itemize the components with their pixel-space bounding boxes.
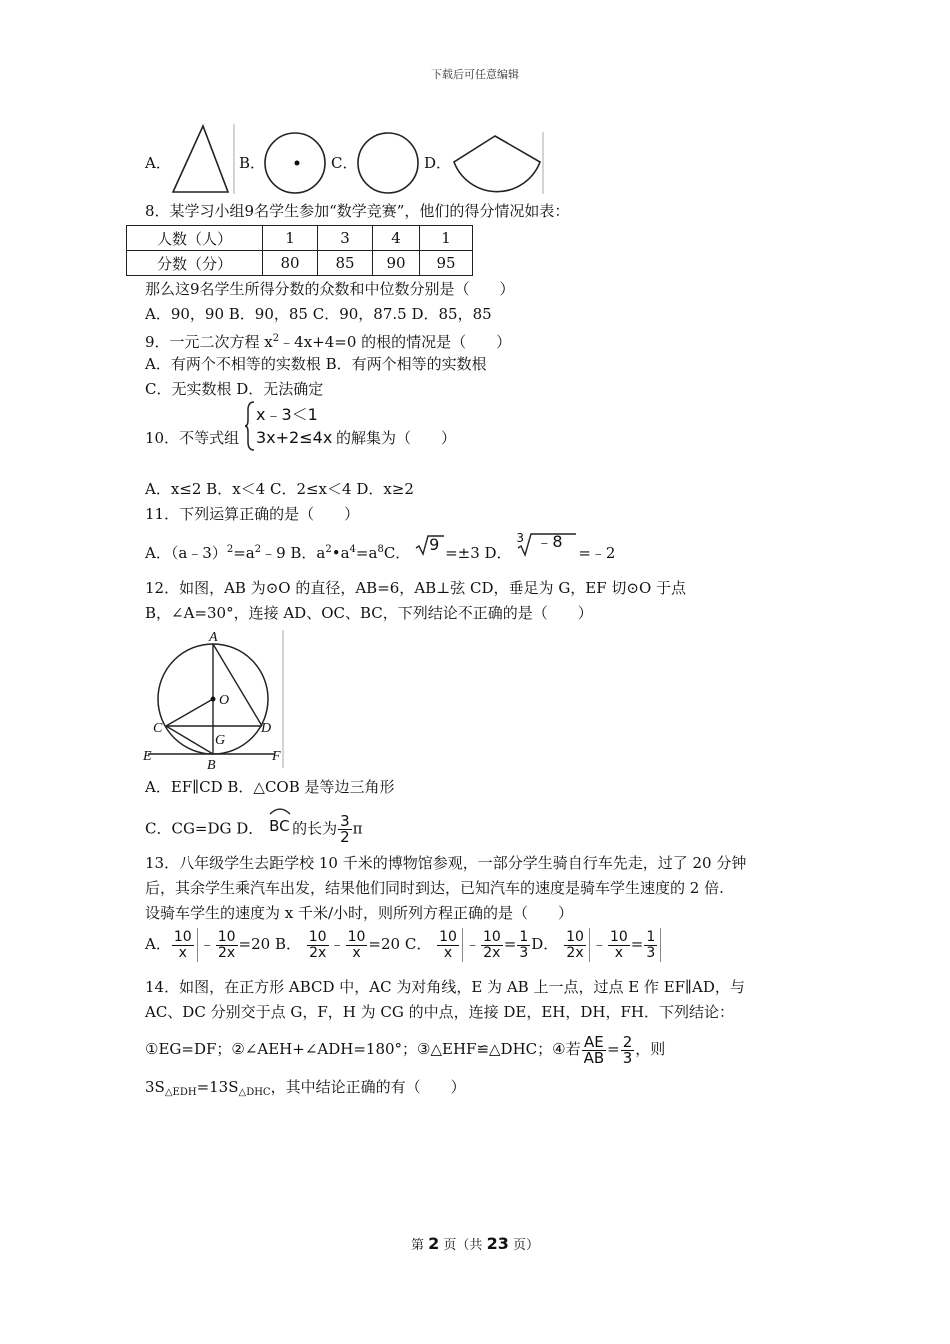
- sector-figure: [450, 130, 546, 198]
- q11-stem: 11．下列运算正确的是（ ）: [145, 505, 360, 523]
- inequality-system: [244, 400, 336, 452]
- total-page-count: 23: [486, 1234, 509, 1253]
- option-label: D．: [531, 935, 559, 953]
- q10-suffix: 的解集为（ ）: [336, 429, 457, 447]
- q7-option-d-label: D．: [424, 154, 452, 172]
- q11-option-text: C．: [383, 544, 411, 562]
- q12-options-line2: [145, 814, 363, 845]
- point-label-o: O: [219, 693, 230, 708]
- q12-options-line1: A．EF∥CD B．△COB 是等边三角形: [145, 778, 395, 796]
- circle-with-center-figure: [262, 128, 328, 196]
- fraction: [437, 930, 459, 961]
- table-cell: 1: [420, 226, 473, 251]
- q11-option-text: •a: [331, 544, 350, 562]
- q7-option-c-label: C．: [331, 154, 358, 172]
- point-label-g: G: [215, 733, 226, 748]
- arc-symbol-icon: [268, 806, 292, 816]
- q9-stem: [145, 329, 511, 352]
- exponent: 8: [377, 544, 384, 555]
- denominator: 2x: [218, 944, 236, 961]
- q12-option-text: 的长为: [292, 819, 338, 838]
- fraction-ae-ab: [582, 1032, 607, 1067]
- q12-stem-line2: B，∠A=30°，连接 AD、OC、BC，下列结论不正确的是（ ）: [145, 604, 593, 622]
- numerator: 3: [340, 812, 350, 830]
- footer-text: 页（共: [443, 1238, 483, 1253]
- q9-stem-text: ﹣4x+4=0 的根的情况是（ ）: [279, 333, 512, 351]
- square-root-9: [415, 535, 445, 560]
- denominator: 2x: [566, 944, 584, 961]
- q11-option-text: =a: [233, 544, 255, 562]
- option-text: =20 C．: [368, 935, 432, 953]
- page-header: 下载后可任意编辑: [431, 68, 519, 81]
- equals-sign: =: [607, 1040, 620, 1058]
- numerator: 10: [347, 928, 366, 945]
- denominator: AB: [583, 1048, 605, 1067]
- q13-stem-line1: 13．八年级学生去距学校 10 千米的博物馆参观，一部分学生骑自行车先走，过了 20 分钟: [145, 854, 747, 872]
- numerator: 1: [646, 928, 656, 945]
- equals-sign: =: [630, 935, 644, 953]
- table-cell: 95: [420, 251, 473, 276]
- numerator: 10: [566, 928, 584, 945]
- table-cell: 85: [318, 251, 373, 276]
- q9-exponent: 2: [272, 333, 280, 344]
- table-cell: 4: [373, 226, 420, 251]
- subscript: △DHC: [238, 1087, 271, 1098]
- pi-symbol: π: [352, 819, 363, 838]
- q12-stem-line1: 12．如图，AB 为⊙O 的直径，AB=6，AB⊥弦 CD，垂足为 G，EF 切⊙O 于点: [145, 579, 687, 597]
- inequality-1: x﹣3＜1: [256, 405, 318, 424]
- q8-question: 那么这9名学生所得分数的众数和中位数分别是（ ）: [145, 280, 515, 298]
- exponent: 4: [349, 544, 356, 555]
- inequality-2: 3x+2≤4x: [256, 428, 333, 447]
- arc-bc: [268, 814, 292, 834]
- q14-text: =13S: [196, 1078, 239, 1096]
- cube-root-neg8: [516, 531, 578, 560]
- q13-stem-line2: 后，其余学生乘汽车出发，结果他们同时到达，已知汽车的速度是骑车学生速度的 2 倍.: [145, 879, 724, 897]
- q14-text: 3S: [145, 1078, 165, 1096]
- left-brace-icon: [244, 400, 256, 452]
- exponent: 2: [325, 544, 332, 555]
- fraction-3-2: [338, 814, 352, 845]
- score-table: [126, 225, 473, 276]
- point-label-e: E: [143, 749, 152, 764]
- minus-sign: ﹣: [329, 935, 345, 953]
- radicand: 9: [429, 535, 440, 554]
- q13-options: [145, 924, 663, 964]
- table-cell: 3: [318, 226, 373, 251]
- point-label-a: A: [209, 630, 218, 645]
- option-text: =20 B．: [238, 935, 301, 953]
- numerator: 2: [622, 1032, 633, 1051]
- numerator: 10: [609, 928, 628, 945]
- separator: [660, 928, 661, 962]
- minus-sign: ﹣: [464, 935, 480, 953]
- q9-stem-text: 9．一元二次方程 x: [145, 333, 273, 351]
- footer-text: 页）: [512, 1238, 539, 1253]
- table-cell: 人数（人）: [127, 226, 263, 251]
- q14-stem-line3: [145, 1028, 665, 1070]
- fraction: [216, 930, 238, 961]
- q11-option-text: A．（a﹣3）: [145, 544, 227, 562]
- q8-options: A．90，90 B．90，85 C．90，87.5 D．85，85: [145, 305, 492, 323]
- numerator: 10: [482, 928, 501, 945]
- denominator: 2: [340, 828, 350, 846]
- denominator: 3: [646, 944, 656, 961]
- separator: [197, 928, 198, 962]
- q7-option-a-label: A．: [145, 154, 171, 172]
- point-label-d: D: [261, 721, 272, 736]
- q11-options: [145, 531, 616, 563]
- numerator: 10: [439, 928, 457, 945]
- table-cell: 分数（分）: [127, 251, 263, 276]
- fraction-2-3: [621, 1032, 635, 1067]
- numerator: 10: [308, 928, 327, 945]
- q11-option-text: =﹣2: [578, 544, 616, 562]
- separator: [462, 928, 463, 962]
- q14-stem-line1: 14．如图，在正方形 ABCD 中，AC 为对角线，E 为 AB 上一点，过点 E 作 EF∥AD，与: [145, 978, 745, 996]
- numerator: 10: [173, 928, 192, 945]
- q14-stem-line4: [145, 1077, 466, 1103]
- separator: [589, 928, 590, 962]
- current-page-number: 2: [428, 1234, 440, 1253]
- fraction: [608, 930, 630, 961]
- table-cell: 1: [263, 226, 318, 251]
- point-label-c: C: [153, 721, 163, 736]
- minus-sign: ﹣: [591, 935, 607, 953]
- fraction: [564, 930, 586, 961]
- fraction: [307, 930, 329, 961]
- fraction: [172, 930, 194, 961]
- denominator: x: [352, 944, 361, 961]
- q14-text: ，其中结论正确的有（ ）: [270, 1078, 466, 1096]
- q13-stem-line3: 设骑车学生的速度为 x 千米/小时，则所列方程正确的是（ ）: [145, 904, 574, 922]
- q10-prefix: 10．不等式组: [145, 429, 240, 447]
- q14-text: ①EG=DF；②∠AEH+∠ADH=180°；③△EHF≌△DHC；④若: [145, 1040, 581, 1058]
- fraction: [644, 930, 657, 961]
- q7-option-b-label: B．: [239, 154, 266, 172]
- minus-sign: ﹣: [199, 935, 215, 953]
- footer-text: 第: [410, 1238, 424, 1253]
- page-footer: [0, 1234, 950, 1253]
- arc-label: BC: [269, 817, 290, 835]
- denominator: x: [614, 944, 623, 961]
- point-label-b: B: [207, 758, 216, 773]
- triangle-figure: [168, 122, 238, 197]
- equals-sign: =: [503, 935, 517, 953]
- root-index: 3: [516, 531, 524, 545]
- denominator: 2x: [483, 944, 501, 961]
- circle-figure: [355, 128, 421, 196]
- q14-stem-line2: AC、DC 分别交于点 G，F，H 为 CG 的中点，连接 DE，EH，DH，FH．下列结论：: [145, 1003, 734, 1021]
- q8-stem: 8．某学习小组9名学生参加“数学竞赛”，他们的得分情况如表：: [145, 202, 570, 220]
- q9-options-line2: C．无实数根 D．无法确定: [145, 380, 324, 398]
- fraction: [346, 930, 368, 961]
- numerator: 10: [217, 928, 236, 945]
- denominator: x: [443, 944, 453, 961]
- option-label: A．: [145, 935, 171, 953]
- q10-options: A．x≤2 B．x＜4 C．2≤x＜4 D．x≥2: [145, 480, 414, 498]
- denominator: 2x: [309, 944, 327, 961]
- radicand: ﹣8: [536, 532, 563, 551]
- q9-options-line1: A．有两个不相等的实数根 B．有两个相等的实数根: [145, 355, 487, 373]
- fraction: [517, 930, 530, 961]
- table-cell: 90: [373, 251, 420, 276]
- q12-option-text: C．CG=DG D．: [145, 819, 264, 838]
- circle-geometry-figure: [140, 628, 290, 773]
- point-label-f: F: [272, 749, 281, 764]
- exponent: 2: [254, 544, 262, 555]
- q11-option-text: =a: [355, 544, 378, 562]
- fraction: [481, 930, 503, 961]
- denominator: x: [178, 944, 187, 961]
- table-row: [127, 251, 473, 276]
- q11-option-text: ﹣9 B．a: [261, 544, 326, 562]
- subscript: △EDH: [164, 1087, 197, 1098]
- table-row: [127, 226, 473, 251]
- exponent: 2: [226, 544, 234, 555]
- denominator: 3: [622, 1048, 633, 1067]
- table-cell: 80: [263, 251, 318, 276]
- numerator: 1: [519, 928, 529, 945]
- q11-option-text: =±3 D．: [445, 544, 512, 562]
- numerator: AE: [582, 1035, 607, 1051]
- denominator: 3: [519, 944, 529, 961]
- q14-text: ，则: [635, 1040, 666, 1058]
